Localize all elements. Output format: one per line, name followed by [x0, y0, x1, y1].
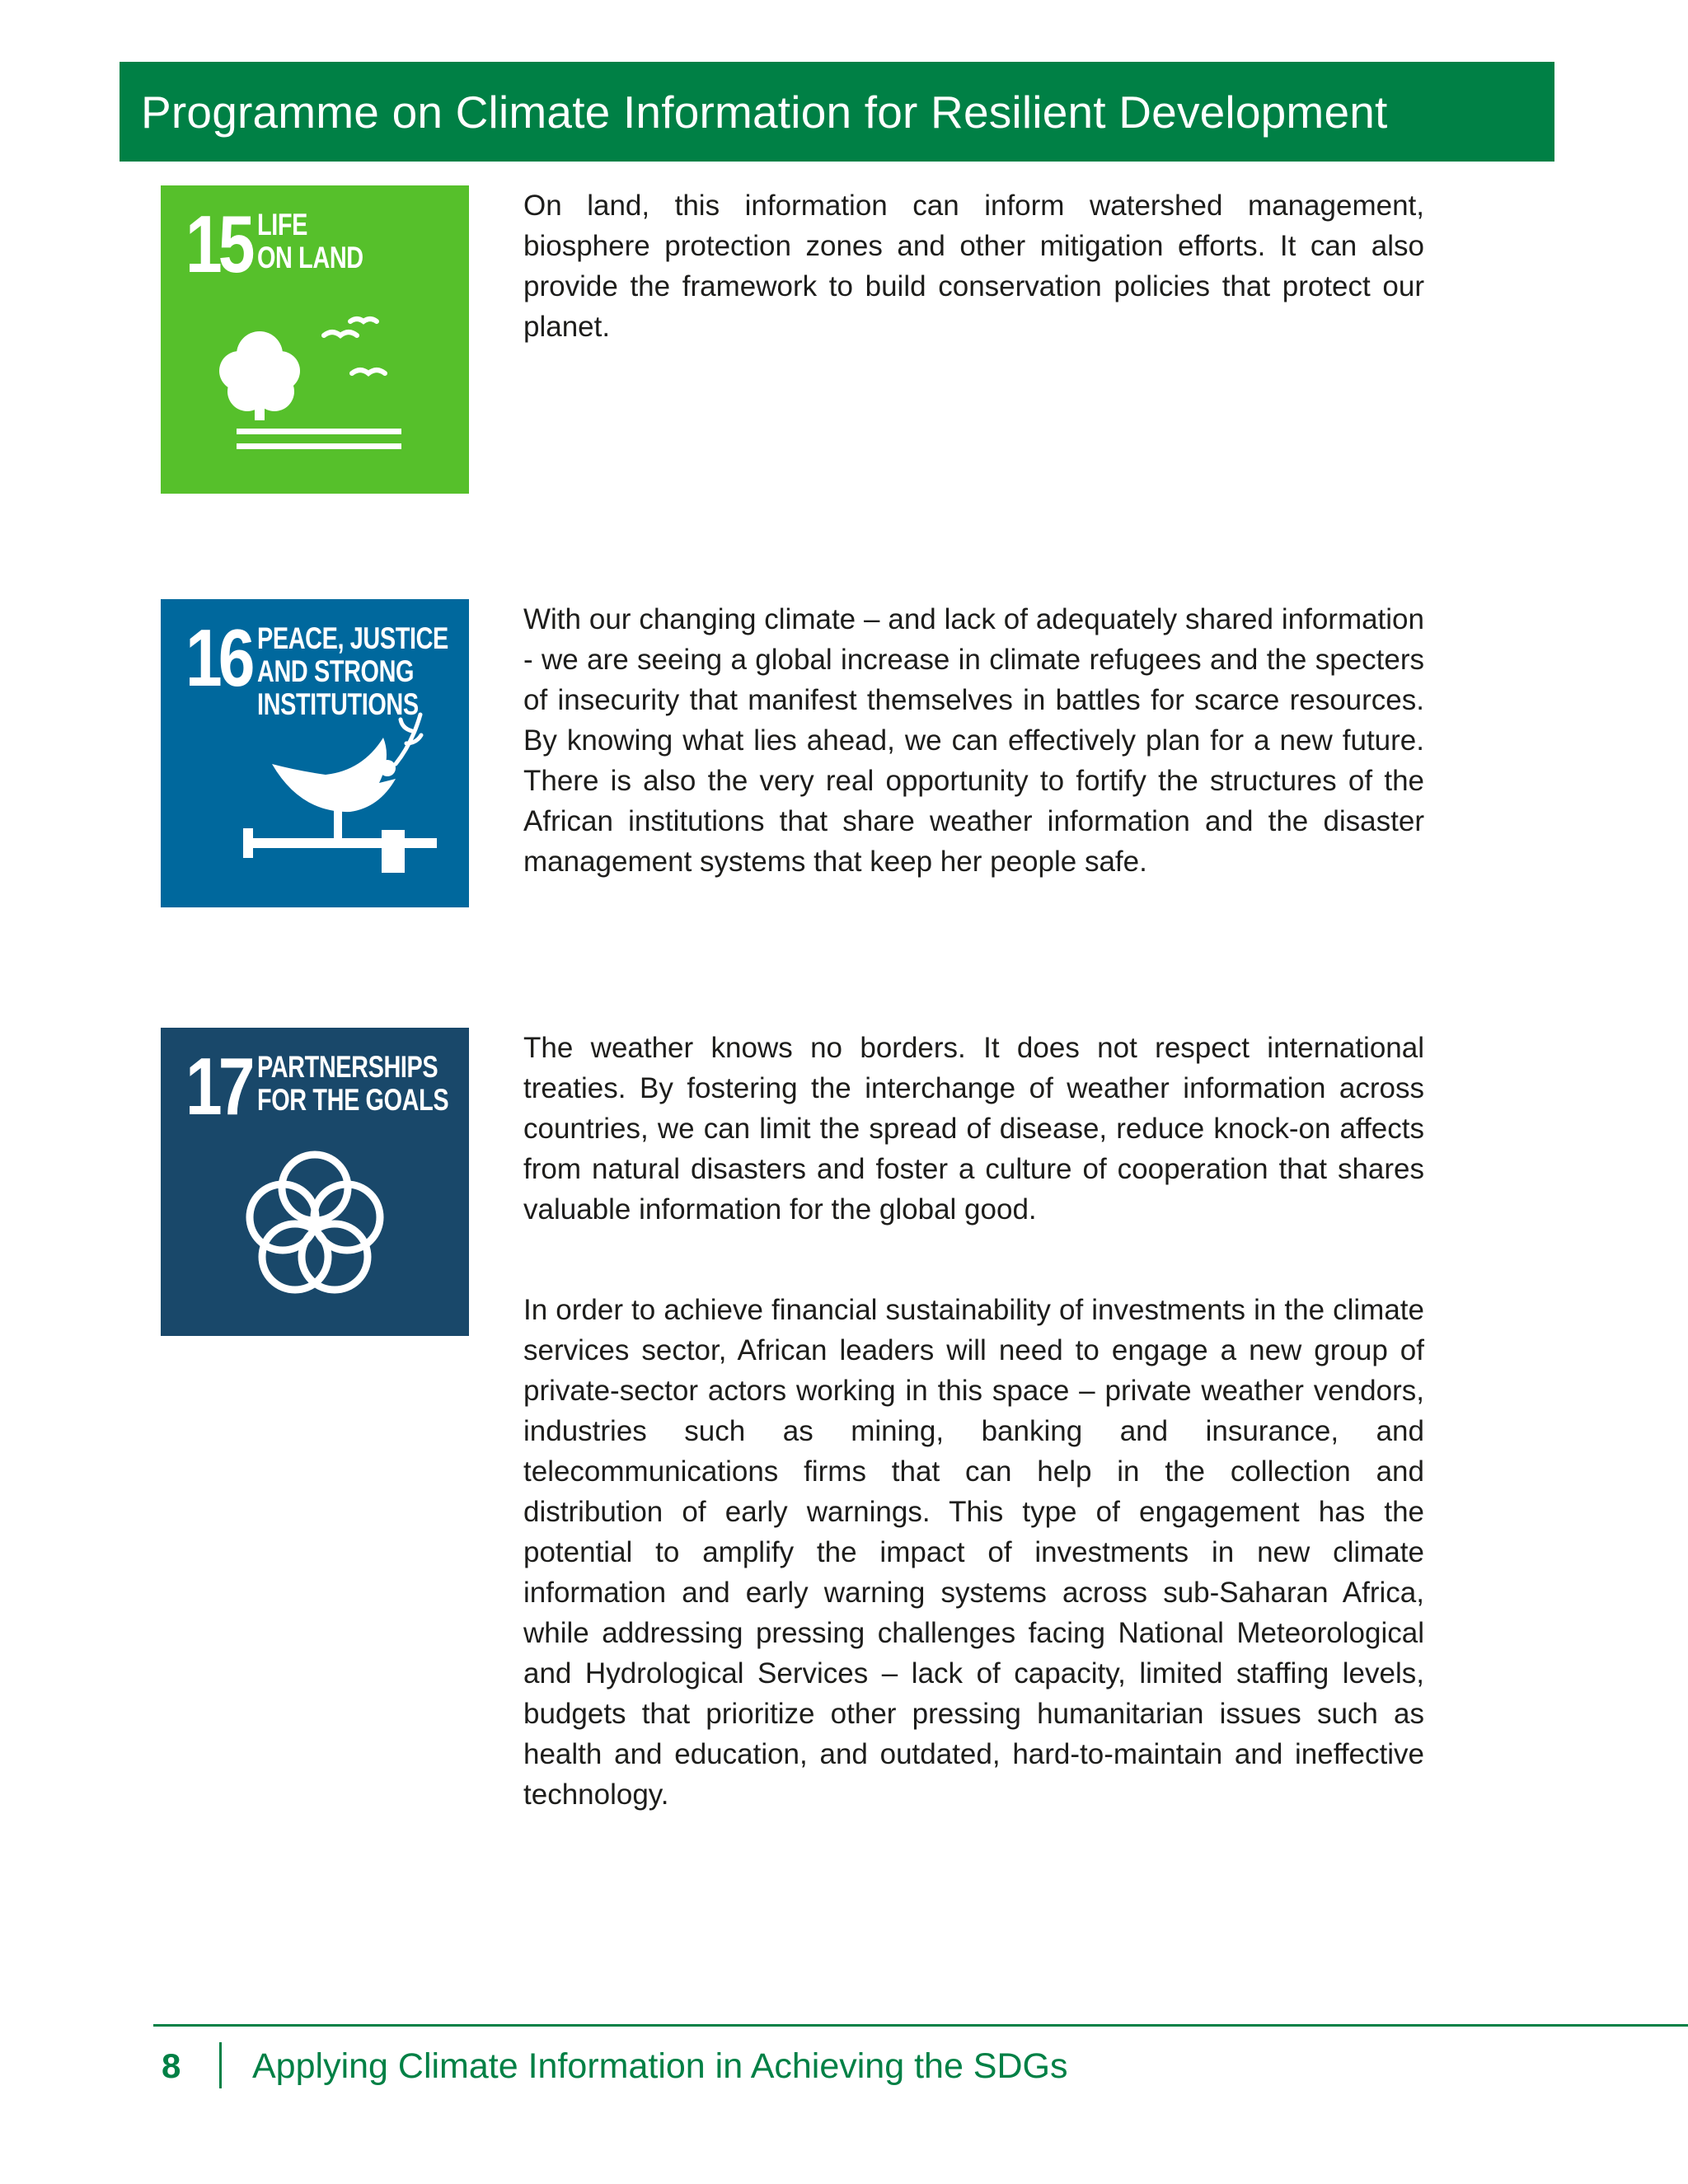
- dove-gavel-icon: [161, 599, 469, 907]
- page-number: 8: [162, 2046, 181, 2085]
- sdg-16-label-line: PEACE, JUSTICE: [257, 621, 448, 655]
- sdg-15-label-line: ON LAND: [257, 241, 363, 274]
- sdg-17-number: 17: [185, 1041, 251, 1132]
- header-banner: [120, 62, 1554, 162]
- footer-title: Applying Climate Information in Achieving the SDGs: [252, 2046, 1068, 2086]
- sdg-16-label-line: INSTITUTIONS: [257, 687, 419, 721]
- tree-birds-icon: [161, 185, 469, 494]
- sdg-16-tile: [161, 599, 469, 907]
- sdg-15-tile: [161, 185, 469, 494]
- footer-rule: [153, 2024, 1688, 2027]
- interlocking-rings-icon: [161, 1028, 469, 1336]
- sdg-16-label-line: AND STRONG: [257, 654, 415, 688]
- sdg-15-number: 15: [185, 199, 251, 289]
- sdg-17-label-line: FOR THE GOALS: [257, 1083, 449, 1117]
- sdg-16-number: 16: [185, 612, 251, 703]
- sdg-17-label-line: PARTNERSHIPS: [257, 1050, 438, 1084]
- footer-separator: [219, 2042, 222, 2088]
- sdg-15-label-line: LIFE: [257, 208, 307, 241]
- sdg-17-tile: [161, 1028, 469, 1336]
- page-title: Programme on Climate Information for Resilient Development: [141, 86, 1388, 138]
- paragraph-sdg-16: With our changing climate – and lack of adequately shared information - we are seeing a global increase in climate refugees and the specters of insecurity that manifest themselves in battles for scarce resources. By knowing what lies ahead, we can effectively plan for a new future. There is also the very real opportunity to fortify the structures of the African institutions that share weather information and the disaster management systems that keep her people safe.: [523, 603, 1424, 878]
- paragraph-sdg-17: The weather knows no borders. It does not respect international treaties. By fostering the interchange of weather information across countries, we can limit the spread of disease, reduce knock-on affects from natural disasters and foster a culture of cooperation that shares valuable information for the global good.: [523, 1032, 1424, 1226]
- paragraph-sdg-15: On land, this information can inform watershed management, biosphere protection zones and other mitigation efforts. It can also provide the framework to build conservation policies that protect our planet.: [523, 190, 1424, 343]
- paragraph-financial-sustainability: In order to achieve financial sustainability of investments in the climate services sector, African leaders will need to engage a new group of private-sector actors working in this space – private weather vendors, industries such as mining, banking and insurance, and telecommunications firms that can help in the collection and distribution of early warnings. This type of engagement has the potential to amplify the impact of investments in new climate information and early warning systems across sub-Saharan Africa, while addressing pressing challenges facing National Meteorological and Hydrological Services – lack of capacity, limited staffing levels, budgets that prioritize other pressing humanitarian issues such as health and education, and outdated, hard-to-maintain and ineffective technology.: [523, 1294, 1424, 1811]
